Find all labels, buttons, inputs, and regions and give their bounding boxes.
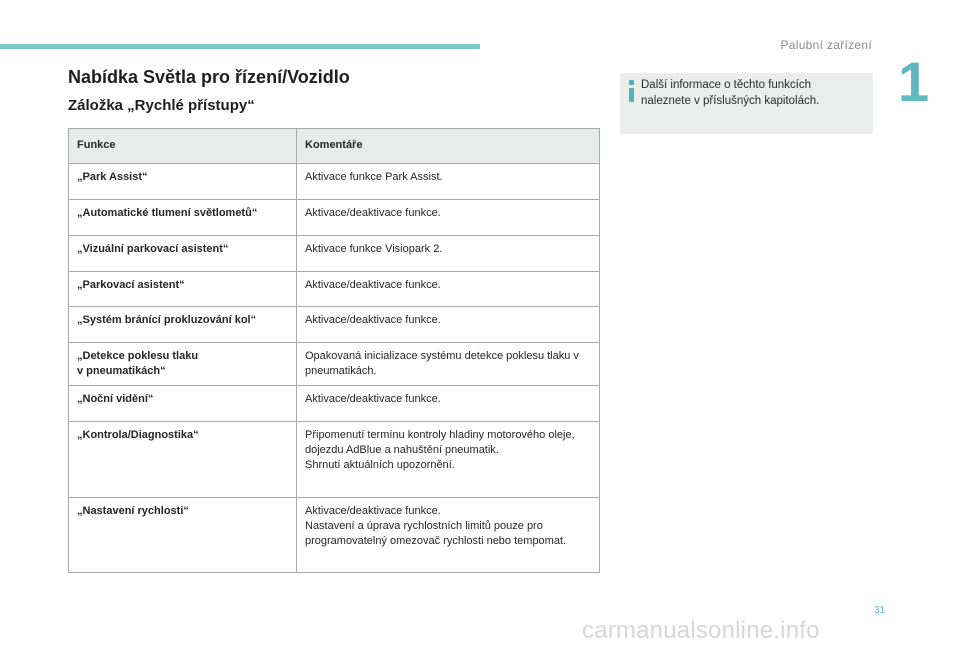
function-comment: Aktivace/deaktivace funkce.: [297, 200, 600, 236]
page-number: 31: [874, 605, 886, 616]
info-box: [620, 73, 873, 134]
table-row: [69, 200, 600, 236]
function-comment: Opakovaná inicializace systému detekce poklesu tlaku v pneumatikách.: [297, 343, 600, 386]
column-header-function: Funkce: [69, 129, 297, 164]
table-row: [69, 498, 600, 573]
table-row: [69, 307, 600, 343]
function-name: „Park Assist“: [69, 164, 297, 200]
function-name: „Noční vidění“: [69, 386, 297, 422]
function-comment: Aktivace/deaktivace funkce.: [297, 307, 600, 343]
function-name: „Vizuální parkovací asistent“: [69, 236, 297, 272]
function-name: „Nastavení rychlosti“: [69, 498, 297, 573]
function-name: „Parkovací asistent“: [69, 272, 297, 307]
table-row: [69, 343, 600, 386]
function-comment: Aktivace/deaktivace funkce.: [297, 386, 600, 422]
section-header: Palubní zařízení: [780, 38, 872, 52]
page-subtitle: Záložka „Rychlé přístupy“: [68, 97, 255, 114]
function-comment: Aktivace funkce Park Assist.: [297, 164, 600, 200]
info-text: Další informace o těchto funkcích naleznete v příslušných kapitolách.: [641, 79, 820, 107]
function-comment: Aktivace funkce Visiopark 2.: [297, 236, 600, 272]
chapter-number: 1: [898, 50, 930, 113]
column-header-comment: Komentáře: [297, 129, 600, 164]
function-name: „Kontrola/Diagnostika“: [69, 422, 297, 498]
function-name: „Automatické tlumení světlometů“: [69, 200, 297, 236]
functions-table: [68, 128, 600, 573]
top-accent-bar: [0, 44, 480, 49]
table-row: [69, 386, 600, 422]
function-name: „Detekce poklesu tlaku v pneumatikách“: [69, 343, 297, 386]
info-icon: [629, 80, 635, 102]
table-row: [69, 236, 600, 272]
function-name: „Systém bránící prokluzování kol“: [69, 307, 297, 343]
table-row: [69, 272, 600, 307]
function-comment: Aktivace/deaktivace funkce.: [297, 272, 600, 307]
function-comment: Aktivace/deaktivace funkce. Nastavení a úprava rychlostních limitů pouze pro programovatelný omezovač rychlosti nebo tempomat.: [297, 498, 600, 573]
page-title: Nabídka Světla pro řízení/Vozidlo: [68, 67, 350, 87]
watermark: carmanualsonline.info: [582, 617, 820, 644]
table-row: [69, 422, 600, 498]
table-row: [69, 164, 600, 200]
table-header-row: [69, 129, 600, 164]
function-comment: Připomenutí termínu kontroly hladiny motorového oleje, dojezdu AdBlue a nahuštění pneumatik. Shrnutí aktuálních upozornění.: [297, 422, 600, 498]
